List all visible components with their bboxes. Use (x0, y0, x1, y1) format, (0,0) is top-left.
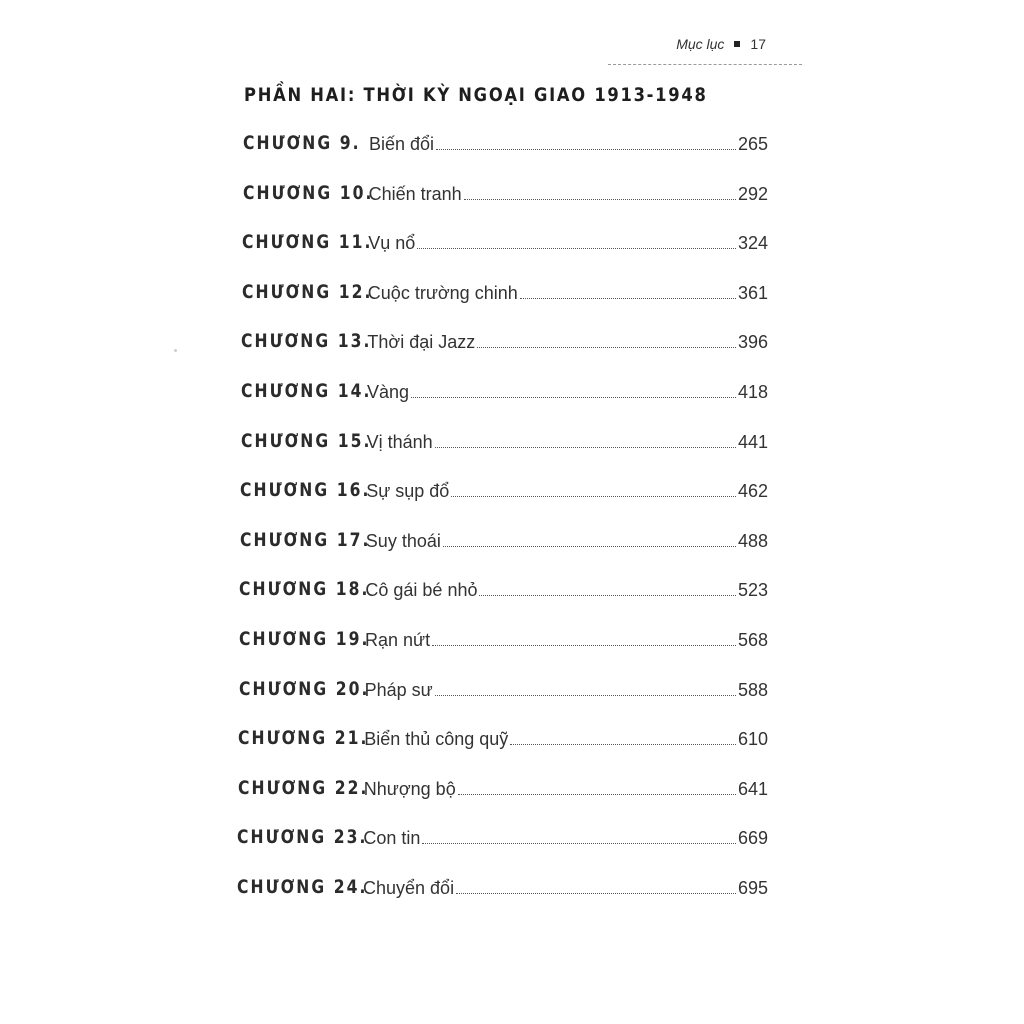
dot-leader (464, 198, 736, 200)
chapter-entry (364, 779, 768, 800)
chapter-title: Pháp sư (364, 679, 433, 700)
chapter-label: CHƯƠNG 21. (238, 727, 369, 750)
chapter-page-number: 568 (737, 630, 768, 650)
chapter-entry (366, 481, 768, 502)
chapter-title: Nhượng bộ (363, 778, 456, 799)
paper-speck (174, 349, 177, 352)
dot-leader (443, 545, 736, 547)
dot-leader (422, 842, 736, 844)
chapter-page-number: 462 (737, 481, 768, 502)
square-bullet-icon (734, 41, 740, 47)
chapter-page-number: 361 (737, 282, 768, 303)
chapter-label: CHƯƠNG 23. (237, 826, 368, 849)
chapter-entry (369, 184, 768, 205)
toc-entry (237, 826, 797, 856)
chapter-entry (368, 283, 768, 304)
chapter-entry (363, 878, 768, 899)
chapter-page-number: 324 (737, 233, 768, 254)
chapter-page-number: 441 (737, 431, 768, 452)
chapter-title: Vụ nổ (368, 233, 416, 254)
running-header-text (676, 36, 766, 52)
dot-leader (479, 594, 735, 596)
chapter-entry (367, 382, 768, 403)
chapter-entry (367, 432, 768, 453)
chapter-title: Vàng (367, 382, 410, 402)
chapter-entry (367, 332, 768, 353)
header-page-number: 17 (750, 36, 766, 52)
chapter-page-number: 523 (737, 580, 768, 601)
chapter-label: CHƯƠNG 9. (243, 132, 361, 154)
chapter-label: CHƯƠNG 14. (241, 380, 372, 402)
dot-leader (432, 644, 736, 646)
chapter-label: CHƯƠNG 13. (241, 330, 372, 353)
chapter-label: CHƯƠNG 18. (239, 578, 370, 601)
chapter-page-number: 265 (737, 134, 768, 154)
chapter-title: Con tin (363, 828, 421, 849)
chapter-title: Chuyển đổi (363, 878, 455, 898)
chapter-entry (369, 134, 768, 155)
dot-leader (458, 793, 736, 795)
chapter-page-number: 418 (737, 382, 768, 402)
chapter-entry (365, 680, 768, 701)
chapter-title: Biển thủ công quỹ (364, 729, 509, 750)
toc-entry (239, 628, 799, 658)
chapter-label: CHƯƠNG 22. (237, 776, 369, 799)
chapter-label: CHƯƠNG 11. (242, 231, 373, 254)
toc-entry (239, 678, 799, 708)
toc-entry (243, 132, 803, 162)
chapter-label: CHƯƠNG 17. (239, 528, 371, 551)
chapter-label: CHƯƠNG 12. (241, 280, 373, 303)
chapter-page-number: 641 (737, 778, 768, 799)
chapter-page-number: 588 (737, 679, 768, 700)
dot-leader (477, 346, 736, 348)
chapter-entry (363, 828, 768, 849)
chapter-entry (365, 580, 768, 601)
chapter-page-number: 669 (737, 828, 768, 849)
chapter-entry (365, 630, 768, 651)
header-section-title: Mục lục (676, 36, 725, 52)
chapter-label: CHƯƠNG 15. (240, 429, 372, 452)
toc-entry (241, 330, 801, 360)
chapter-title: Suy thoái (365, 530, 441, 551)
toc-entry (240, 479, 800, 509)
chapter-entry (364, 729, 768, 750)
running-header (608, 34, 802, 65)
dot-leader (436, 148, 736, 150)
toc-entry (242, 231, 802, 261)
chapter-label: CHƯƠNG 19. (239, 628, 370, 650)
dot-leader (411, 396, 736, 398)
chapter-entry (368, 233, 768, 254)
chapter-title: Cuộc trường chinh (367, 282, 518, 303)
dot-leader (417, 247, 736, 249)
chapter-title: Rạn nứt (365, 630, 431, 650)
toc-entry (242, 281, 802, 311)
chapter-entry (366, 531, 768, 552)
toc-entry (241, 430, 801, 460)
chapter-title: Thời đại Jazz (367, 332, 476, 353)
part-title: PHẦN HAI: THỜI KỲ NGOẠI GIAO 1913-1948 (244, 84, 708, 106)
chapter-label: CHƯƠNG 16. (240, 479, 371, 502)
toc-entry (237, 876, 797, 906)
dot-leader (520, 297, 736, 299)
chapter-label: CHƯƠNG 20. (238, 677, 370, 700)
chapter-page-number: 610 (737, 729, 768, 750)
dot-leader (451, 495, 736, 497)
chapter-label: CHƯƠNG 24. (237, 876, 368, 898)
chapter-title: Biến đổi (369, 134, 435, 154)
chapter-title: Cô gái bé nhỏ (365, 580, 478, 601)
toc-entry (240, 529, 800, 559)
dot-leader (456, 892, 736, 894)
toc-entry (238, 727, 798, 757)
chapter-title: Sự sụp đổ (366, 481, 450, 502)
chapter-page-number: 292 (737, 183, 768, 204)
chapter-page-number: 695 (737, 878, 768, 898)
chapter-title: Chiến tranh (368, 183, 462, 204)
dot-leader (435, 694, 736, 696)
dot-leader (435, 446, 736, 448)
toc-entry (243, 182, 803, 212)
chapter-page-number: 488 (737, 530, 768, 551)
toc-entry (241, 380, 801, 410)
chapter-title: Vị thánh (366, 431, 433, 452)
toc-entry (238, 777, 798, 807)
chapter-page-number: 396 (737, 332, 768, 353)
toc-entry (239, 578, 799, 608)
dot-leader (510, 743, 736, 745)
chapter-label: CHƯƠNG 10. (242, 181, 374, 204)
